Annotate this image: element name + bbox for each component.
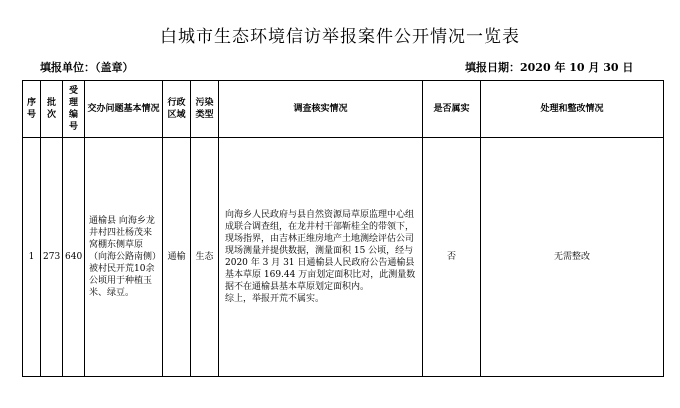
header-issue: 交办问题基本情况 [85, 81, 163, 138]
page-title: 白城市生态环境信访举报案件公开情况一览表 [160, 27, 520, 47]
cell-batch: 273 [41, 138, 63, 377]
header-is-true: 是否属实 [423, 81, 481, 138]
header-handling: 处理和整改情况 [481, 81, 664, 138]
cell-accept-no: 640 [63, 138, 85, 377]
table-row [23, 138, 664, 377]
table-header-row [23, 81, 664, 138]
cell-region: 通榆 [163, 138, 191, 377]
cases-table [22, 80, 664, 377]
cell-handling: 无需整改 [481, 138, 664, 377]
header-region: 行政区域 [163, 81, 191, 138]
cell-is-true: 否 [423, 138, 481, 377]
cell-issue: 通榆县 向海乡龙井村四社杨茂来窝棚东侧草原（向海公路南侧）被村民开荒10余公顷用于种植玉米、绿豆。 [85, 138, 163, 377]
header-batch: 批次 [41, 81, 63, 138]
cell-seq: 1 [23, 138, 41, 377]
header-investigation: 调查核实情况 [219, 81, 423, 138]
header-seq: 序号 [23, 81, 41, 138]
fill-date-label: 填报日期：2020 年 10 月 30 日 [465, 61, 634, 74]
cell-investigation: 向海乡人民政府与县自然资源局草原监理中心组成联合调查组，在龙井村干部靳桂全的带领下，现场指界，由吉林正维房地产土地测绘评估公司现场测量并提供数据，测量面积 15 公顷，经与 2020 年 3 月 31 日通榆县人民政府公告通榆县基本草原 169.44 万亩划定面积比对，此测量数据不在通榆县基本草原划定面积内。 综上，举报开荒不属实。 [219, 138, 423, 377]
cell-pollution-type: 生态 [191, 138, 219, 377]
fill-unit-label: 填报单位：（盖章） [40, 61, 134, 74]
header-pollution-type: 污染类型 [191, 81, 219, 138]
header-accept-no: 受理编号 [63, 81, 85, 138]
